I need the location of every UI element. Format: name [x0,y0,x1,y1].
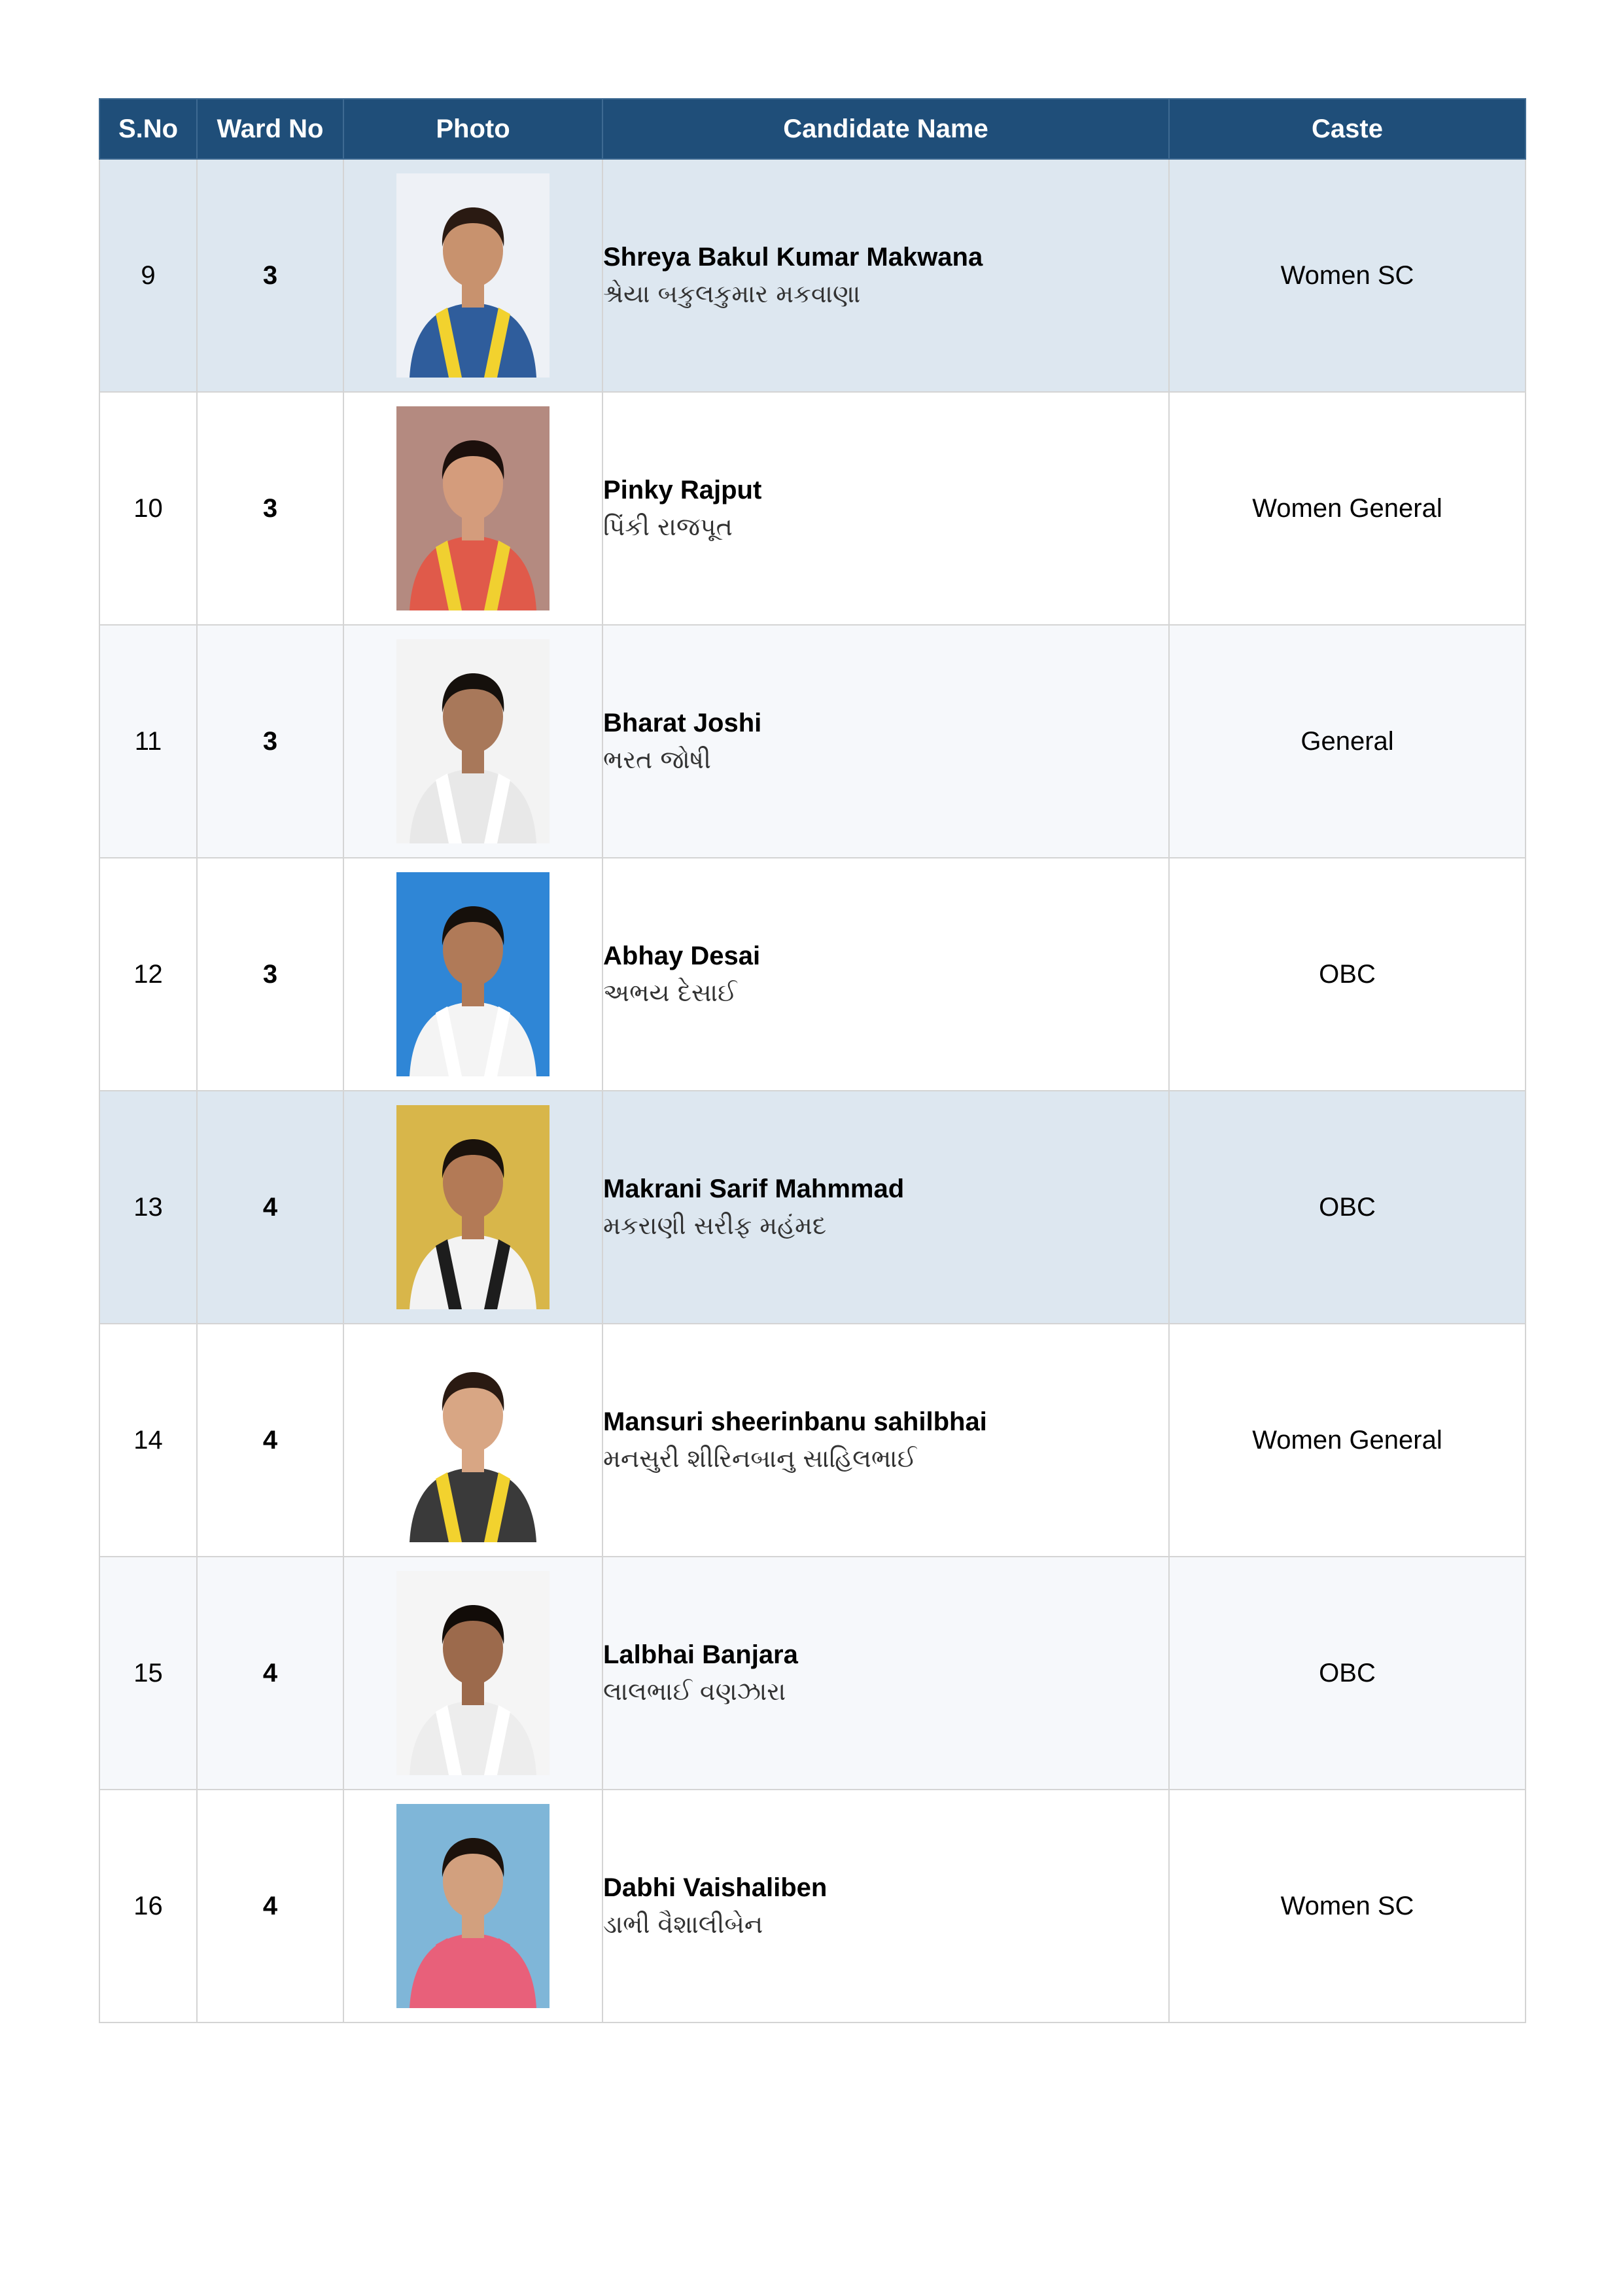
ward-number: 3 [197,625,343,858]
serial-number: 13 [99,1091,197,1324]
ward-number: 3 [197,392,343,625]
candidate-name-english: Pinky Rajput [603,476,762,504]
header-photo: Photo [343,99,602,159]
ward-number: 4 [197,1091,343,1324]
candidate-photo [396,1105,550,1309]
header-candidate-name: Candidate Name [602,99,1169,159]
candidate-name-cell [602,159,1169,392]
candidate-name-gujarati: મનસુરી શીરિનબાનુ સાહિલભાઈ [603,1444,916,1473]
header-caste: Caste [1169,99,1526,159]
table-row [99,159,1526,392]
table-row [99,1557,1526,1790]
candidate-name-gujarati: શ્રેયા બકુલકુમાર મકવાણા [603,279,861,308]
caste: OBC [1169,858,1526,1091]
serial-number: 9 [99,159,197,392]
candidate-photo [396,173,550,378]
table-row [99,1790,1526,2022]
candidate-photo [396,406,550,610]
candidate-name-cell [602,858,1169,1091]
candidate-name-gujarati: ડાભી વૈશાલીબેન [603,1910,763,1939]
serial-number: 11 [99,625,197,858]
table-row [99,1324,1526,1557]
caste: Women General [1169,392,1526,625]
candidate-name-cell [602,1557,1169,1790]
candidate-photo [396,1338,550,1542]
candidate-name-gujarati: લાલભાઈ વણઝારા [603,1677,786,1706]
candidate-photo [396,872,550,1076]
caste: General [1169,625,1526,858]
candidate-name-english: Lalbhai Banjara [603,1640,798,1669]
table-row [99,1091,1526,1324]
header-row [99,99,1526,159]
candidate-name-english: Mansuri sheerinbanu sahilbhai [603,1407,987,1436]
table-row [99,858,1526,1091]
ward-number: 4 [197,1790,343,2022]
candidate-photo-cell [343,392,602,625]
ward-number: 3 [197,858,343,1091]
serial-number: 10 [99,392,197,625]
candidate-photo-cell [343,858,602,1091]
candidate-photo-cell [343,625,602,858]
candidate-photo-cell [343,159,602,392]
candidate-name-gujarati: ભરત જોષી [603,745,711,774]
candidate-name-gujarati: અભય દેસાઈ [603,978,737,1007]
caste: Women SC [1169,1790,1526,2022]
candidate-name-cell [602,1324,1169,1557]
candidate-name-english: Dabhi Vaishaliben [603,1873,828,1902]
candidate-name-cell [602,1091,1169,1324]
candidate-photo-cell [343,1557,602,1790]
serial-number: 14 [99,1324,197,1557]
ward-number: 4 [197,1324,343,1557]
caste: Women General [1169,1324,1526,1557]
candidate-photo-cell [343,1091,602,1324]
candidate-photo-cell [343,1324,602,1557]
table-row [99,392,1526,625]
caste: OBC [1169,1557,1526,1790]
candidates-table [99,98,1526,2023]
candidate-photo [396,1804,550,2008]
table-row [99,625,1526,858]
caste: Women SC [1169,159,1526,392]
serial-number: 15 [99,1557,197,1790]
serial-number: 12 [99,858,197,1091]
header-sno: S.No [99,99,197,159]
candidate-photo [396,639,550,843]
ward-number: 3 [197,159,343,392]
candidate-photo [396,1571,550,1775]
candidate-name-english: Shreya Bakul Kumar Makwana [603,243,983,272]
candidate-name-gujarati: પિંકી રાજપૂત [603,512,733,541]
candidate-name-english: Abhay Desai [603,942,761,970]
candidate-name-english: Makrani Sarif Mahmmad [603,1174,905,1203]
header-ward: Ward No [197,99,343,159]
candidate-name-gujarati: મકરાણી સરીફ મહંમદ [603,1211,827,1240]
caste: OBC [1169,1091,1526,1324]
ward-number: 4 [197,1557,343,1790]
candidate-name-english: Bharat Joshi [603,709,762,737]
candidate-name-cell [602,625,1169,858]
serial-number: 16 [99,1790,197,2022]
candidate-name-cell [602,392,1169,625]
candidate-photo-cell [343,1790,602,2022]
candidate-name-cell [602,1790,1169,2022]
